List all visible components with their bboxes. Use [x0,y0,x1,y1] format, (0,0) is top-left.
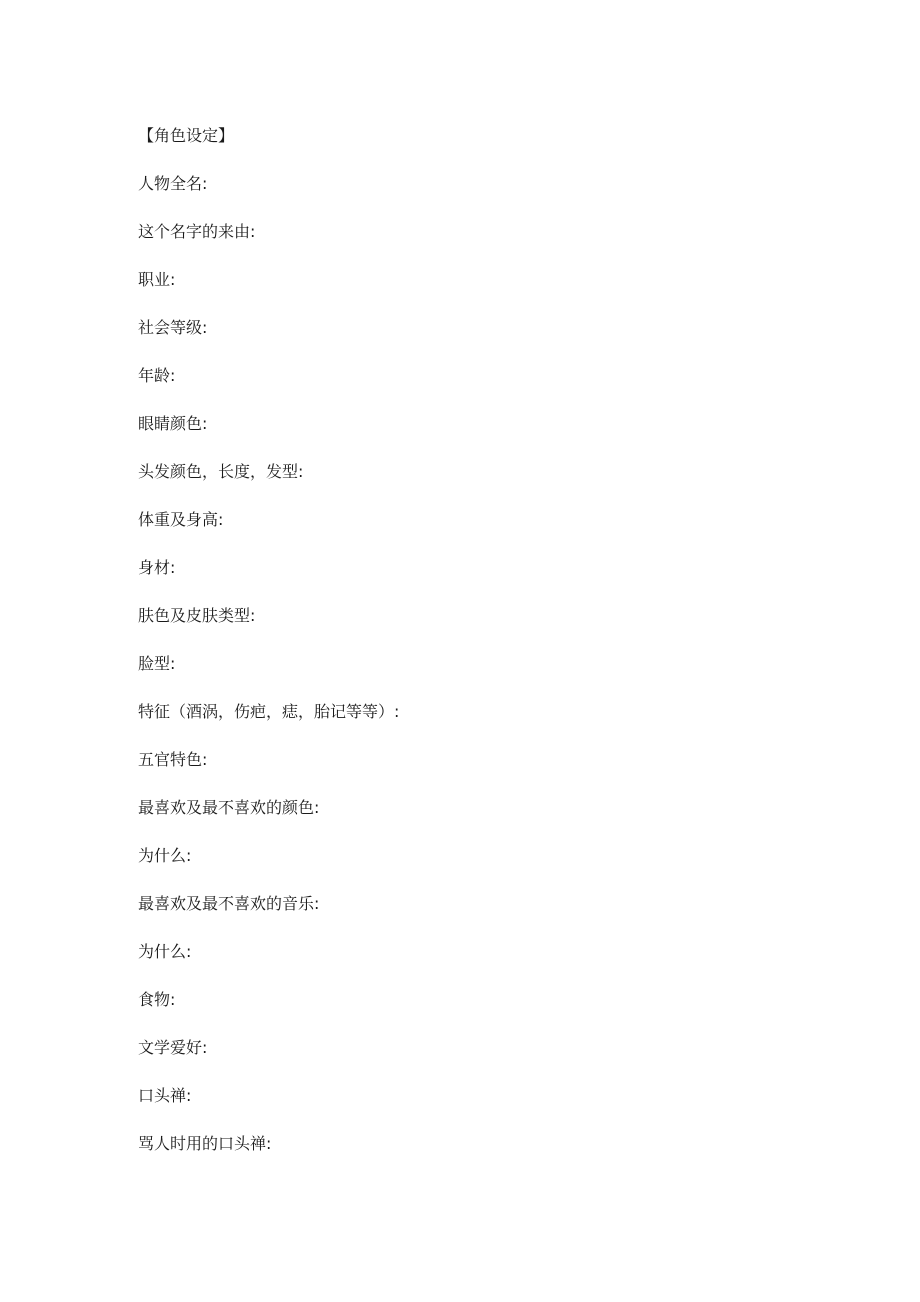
field-face-shape: 脸型: [138,654,176,673]
field-swearing-catchphrase: 骂人时用的口头禅: [138,1134,272,1153]
document-content [138,124,778,1180]
field-favorite-music: 最喜欢及最不喜欢的音乐: [138,894,320,913]
field-distinguishing-marks: 特征（酒涡，伤疤，痣，胎记等等）: [138,702,400,721]
field-full-name: 人物全名: [138,174,208,193]
field-music-reason: 为什么: [138,942,192,961]
field-build: 身材: [138,558,176,577]
field-social-class: 社会等级: [138,318,208,337]
field-weight-height: 体重及身高: [138,510,224,529]
field-favorite-color: 最喜欢及最不喜欢的颜色: [138,798,320,817]
field-food: 食物: [138,990,176,1009]
field-hair: 头发颜色，长度，发型: [138,462,304,481]
field-literature: 文学爱好: [138,1038,208,1057]
field-catchphrase: 口头禅: [138,1086,192,1105]
field-eye-color: 眼睛颜色: [138,414,208,433]
field-name-origin: 这个名字的来由: [138,222,256,241]
field-facial-features: 五官特色: [138,750,208,769]
field-skin: 肤色及皮肤类型: [138,606,256,625]
field-age: 年龄: [138,366,176,385]
field-color-reason: 为什么: [138,846,192,865]
field-occupation: 职业: [138,270,176,289]
section-heading: 【角色设定】 [138,126,235,145]
